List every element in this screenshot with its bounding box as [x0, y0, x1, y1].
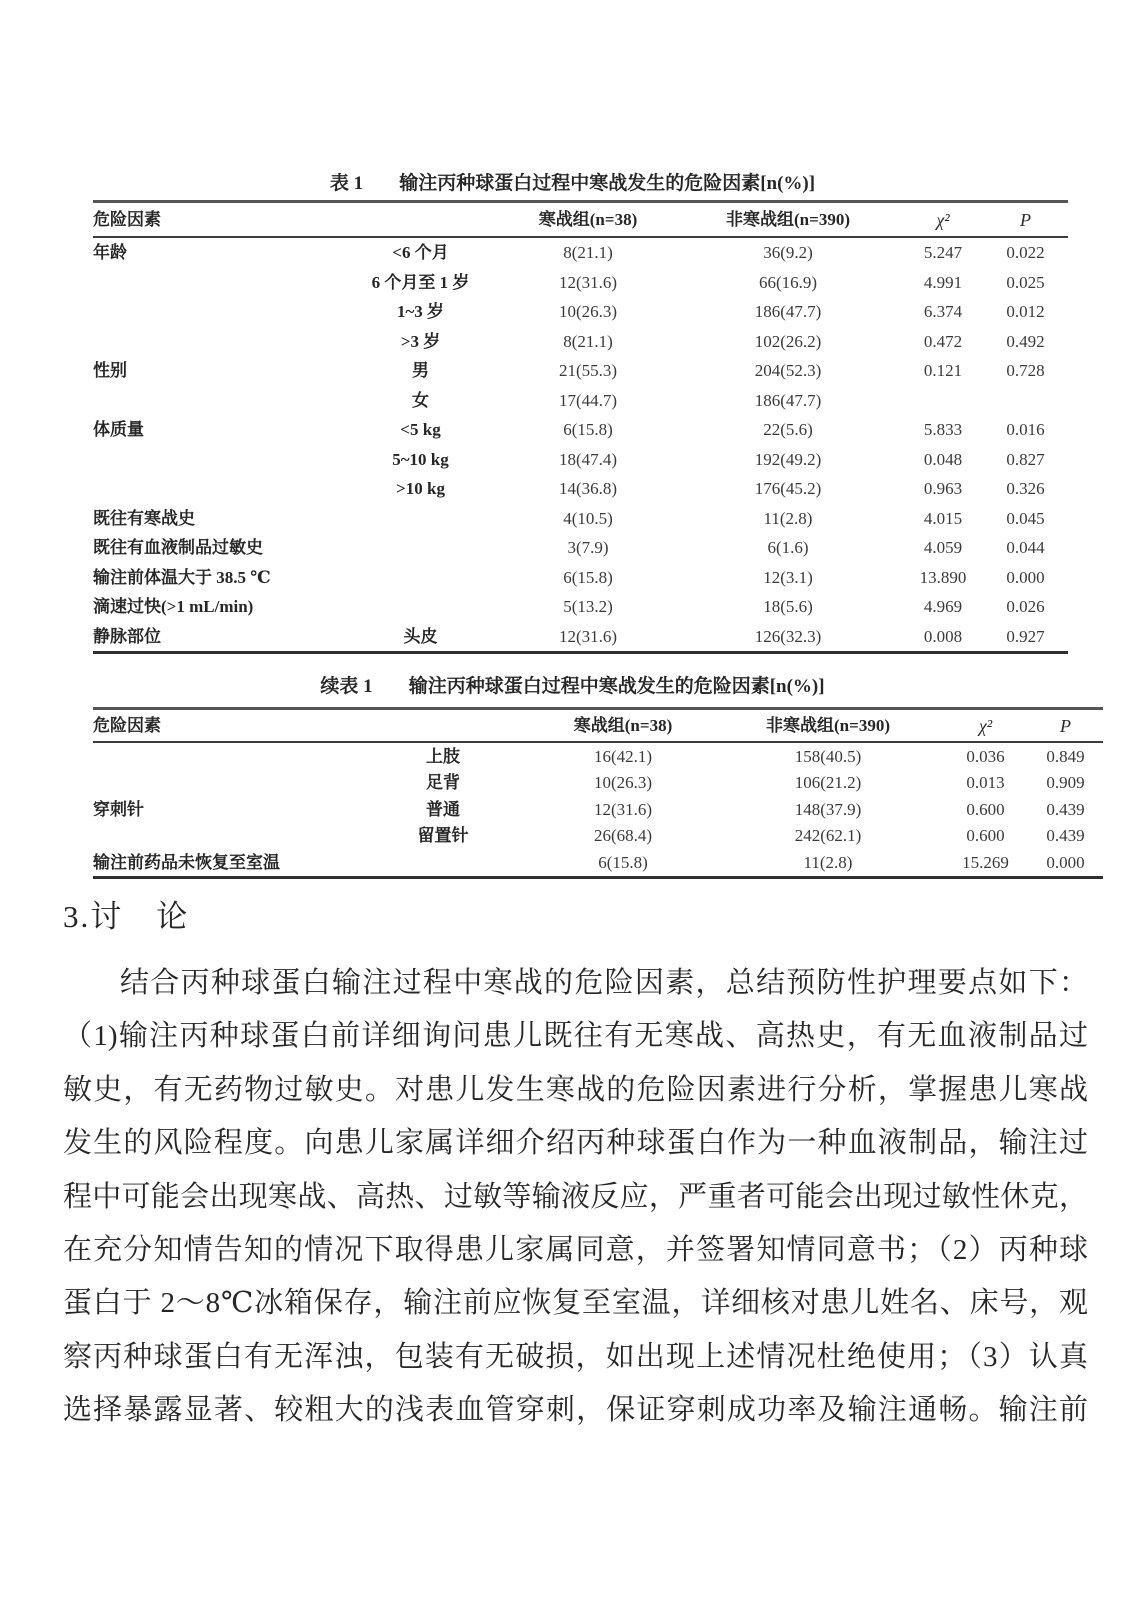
cell-chill-group: 14(36.8): [558, 479, 618, 499]
table2-caption-title: 输注丙种球蛋白过程中寒战发生的危险因素[n(%)]: [408, 676, 825, 697]
cell-non-chill-group: 148(37.9): [794, 799, 862, 819]
cell-chi-square: 4.991: [923, 272, 963, 292]
table1-caption-title: 输注丙种球蛋白过程中寒战发生的危险因素[n(%)]: [399, 173, 816, 194]
header-factor: 危险因素: [93, 716, 161, 735]
cell-chi-square: 4.015: [923, 508, 963, 528]
cell-factor: 性别: [93, 361, 127, 381]
cell-subcategory: <5 kg: [400, 420, 441, 440]
header-non-chill-group: 非寒战组(n=390): [766, 716, 890, 735]
cell-subcategory: >3 岁: [400, 331, 441, 351]
table-row: [93, 238, 1068, 268]
cell-subcategory: 1~3 岁: [396, 302, 445, 322]
discussion-line: 在充分知情告知的情况下取得患儿家属同意，并签署知情同意书；（2）丙种球: [63, 1233, 1088, 1266]
cell-chi-square: 4.059: [923, 538, 963, 558]
cell-chi-square: 4.969: [923, 597, 963, 617]
cell-chill-group: 10(26.3): [558, 302, 618, 322]
cell-chill-group: 18(47.4): [558, 449, 618, 469]
cell-chill-group: 12(31.6): [558, 626, 618, 646]
header-p-value: P: [1020, 209, 1031, 230]
cell-non-chill-group: 186(47.7): [754, 390, 822, 410]
cell-p-value: 0.728: [1006, 361, 1045, 381]
cell-chi-square: 13.890: [919, 567, 967, 587]
table-row: [93, 297, 1068, 327]
cell-p-value: 0.000: [1006, 567, 1045, 587]
table-row: [93, 445, 1068, 475]
cell-chill-group: 12(31.6): [558, 272, 618, 292]
cell-chill-group: 21(55.3): [558, 361, 618, 381]
cell-subcategory: 足背: [426, 773, 460, 793]
table-row: [93, 823, 1103, 850]
cell-factor: 滴速过快(>1 mL/min): [93, 597, 254, 617]
cell-p-value: 0.022: [1006, 243, 1045, 263]
cell-factor: 既往有寒战史: [93, 508, 195, 528]
cell-chill-group: 12(31.6): [593, 799, 653, 819]
table-header-row: [93, 203, 1068, 238]
header-chill-group: 寒战组(n=38): [538, 210, 638, 229]
cell-chill-group: 8(21.1): [563, 243, 613, 263]
cell-chi-square: 5.247: [923, 243, 963, 263]
cell-chill-group: 16(42.1): [593, 746, 653, 766]
cell-chill-group: 26(68.4): [593, 826, 653, 846]
table-row: [93, 849, 1103, 876]
discussion-line: 敏史，有无药物过敏史。对患儿发生寒战的危险因素进行分析，掌握患儿寒战: [63, 1073, 1088, 1106]
cell-p-value: 0.439: [1046, 826, 1085, 846]
cell-non-chill-group: 106(21.2): [794, 773, 862, 793]
header-non-chill-group: 非寒战组(n=390): [726, 210, 850, 229]
table-row: [93, 474, 1068, 504]
cell-subcategory: 头皮: [403, 626, 438, 646]
cell-p-value: 0.026: [1006, 597, 1045, 617]
header-chi-square: χ²: [936, 209, 950, 230]
table1-caption: [0, 168, 1145, 195]
cell-chi-square: 0.963: [923, 479, 963, 499]
cell-chill-group: 4(10.5): [563, 508, 613, 528]
cell-subcategory: 6 个月至 1 岁: [371, 272, 470, 292]
cell-non-chill-group: 22(5.6): [763, 420, 813, 440]
cell-p-value: 0.326: [1006, 479, 1045, 499]
cell-subcategory: 普通: [426, 799, 460, 819]
cell-factor: 穿刺针: [93, 799, 144, 819]
cell-non-chill-group: 66(16.9): [758, 272, 818, 292]
cell-non-chill-group: 192(49.2): [754, 449, 822, 469]
cell-chi-square: 0.013: [966, 773, 1005, 793]
discussion-line: 察丙种球蛋白有无浑浊，包装有无破损，如出现上述情况杜绝使用；（3）认真: [63, 1340, 1088, 1373]
discussion-line: 程中可能会出现寒战、高热、过敏等输液反应，严重者可能会出现过敏性休克，: [63, 1180, 1088, 1213]
table2: [93, 707, 1103, 879]
cell-chi-square: 5.833: [923, 420, 963, 440]
table-row: [93, 622, 1068, 652]
cell-factor: 静脉部位: [93, 626, 161, 646]
cell-subcategory: 留置针: [417, 826, 469, 846]
cell-subcategory: 5~10 kg: [392, 449, 449, 469]
cell-subcategory: 男: [412, 361, 429, 381]
header-p-value: P: [1060, 715, 1071, 736]
cell-subcategory: 上肢: [426, 746, 460, 766]
cell-p-value: 0.492: [1006, 331, 1045, 351]
table-row: [93, 327, 1068, 357]
cell-p-value: 0.439: [1046, 799, 1085, 819]
cell-non-chill-group: 18(5.6): [763, 597, 813, 617]
table-row: [93, 533, 1068, 563]
cell-chill-group: 3(7.9): [567, 538, 609, 558]
cell-chi-square: 15.269: [962, 852, 1009, 872]
table-row: [93, 386, 1068, 416]
cell-non-chill-group: 242(62.1): [794, 826, 862, 846]
cell-non-chill-group: 11(2.8): [803, 852, 853, 872]
cell-non-chill-group: 6(1.6): [767, 538, 809, 558]
cell-chill-group: 10(26.3): [593, 773, 653, 793]
discussion-line: 结合丙种球蛋白输注过程中寒战的危险因素，总结预防性护理要点如下：: [120, 967, 1088, 999]
cell-non-chill-group: 158(40.5): [794, 746, 862, 766]
cell-chill-group: 6(15.8): [598, 852, 648, 872]
table-row: [93, 356, 1068, 386]
cell-chi-square: 0.121: [923, 361, 963, 381]
cell-non-chill-group: 12(3.1): [763, 567, 813, 587]
cell-p-value: 0.827: [1006, 449, 1045, 469]
cell-p-value: 0.012: [1006, 302, 1045, 322]
discussion-paragraph: [63, 957, 1088, 1438]
cell-factor: 输注前药品未恢复至室温: [93, 852, 280, 872]
cell-chill-group: 5(13.2): [563, 597, 613, 617]
cell-p-value: 0.849: [1046, 746, 1085, 766]
cell-chill-group: 6(15.8): [563, 567, 613, 587]
cell-p-value: 0.044: [1006, 538, 1045, 558]
table2-caption: [0, 671, 1145, 698]
table-row: [93, 796, 1103, 823]
cell-p-value: 0.016: [1006, 420, 1045, 440]
cell-subcategory: 女: [412, 390, 429, 410]
table-row: [93, 268, 1068, 298]
discussion-line: （1)输注丙种球蛋白前详细询问患儿既往有无寒战、高热史，有无血液制品过: [63, 1020, 1088, 1053]
discussion-line: 蛋白于 2～8℃冰箱保存，输注前应恢复至室温，详细核对患儿姓名、床号，观: [63, 1287, 1088, 1320]
cell-factor: 体质量: [93, 420, 144, 440]
table-row: [93, 415, 1068, 445]
cell-chi-square: 0.036: [966, 746, 1005, 766]
table-row: [93, 770, 1103, 797]
table1: [93, 200, 1068, 654]
discussion-line: 发生的风险程度。向患儿家属详细介绍丙种球蛋白作为一种血液制品，输注过: [63, 1127, 1088, 1160]
header-factor: 危险因素: [93, 210, 161, 229]
cell-chi-square: 0.048: [923, 449, 963, 469]
table2-caption-label: 续表 1: [320, 676, 373, 697]
cell-chi-square: 6.374: [923, 302, 963, 322]
cell-non-chill-group: 186(47.7): [754, 302, 822, 322]
table-row: [93, 504, 1068, 534]
cell-chill-group: 17(44.7): [558, 390, 618, 410]
header-chill-group: 寒战组(n=38): [573, 716, 673, 735]
cell-non-chill-group: 126(32.3): [754, 626, 822, 646]
cell-p-value: 0.000: [1046, 852, 1085, 872]
cell-factor: 年龄: [93, 243, 127, 263]
cell-p-value: 0.045: [1006, 508, 1045, 528]
cell-factor: 输注前体温大于 38.5 ℃: [93, 567, 271, 587]
table-row: [93, 563, 1068, 593]
table-row: [93, 743, 1103, 770]
cell-chi-square: 0.600: [966, 799, 1005, 819]
cell-factor: 既往有血液制品过敏史: [93, 538, 263, 558]
cell-non-chill-group: 204(52.3): [754, 361, 822, 381]
cell-non-chill-group: 11(2.8): [763, 508, 813, 528]
discussion-heading: 3.讨 论: [63, 899, 190, 934]
cell-chi-square: 0.600: [966, 826, 1005, 846]
header-chi-square: χ²: [978, 715, 993, 736]
cell-chill-group: 8(21.1): [563, 331, 613, 351]
cell-non-chill-group: 102(26.2): [754, 331, 822, 351]
cell-chill-group: 6(15.8): [563, 420, 613, 440]
cell-non-chill-group: 36(9.2): [763, 243, 813, 263]
cell-p-value: 0.927: [1006, 626, 1045, 646]
cell-p-value: 0.025: [1006, 272, 1045, 292]
table1-caption-label: 表 1: [329, 173, 364, 194]
cell-non-chill-group: 176(45.2): [754, 479, 822, 499]
cell-subcategory: >10 kg: [396, 479, 445, 499]
cell-chi-square: 0.008: [923, 626, 963, 646]
cell-subcategory: <6 个月: [392, 243, 449, 263]
table-row: [93, 592, 1068, 622]
cell-chi-square: 0.472: [923, 331, 963, 351]
discussion-line: 选择暴露显著、较粗大的浅表血管穿刺，保证穿刺成功率及输注通畅。输注前: [63, 1394, 1088, 1427]
table-header-row: [93, 710, 1103, 743]
cell-p-value: 0.909: [1046, 773, 1085, 793]
